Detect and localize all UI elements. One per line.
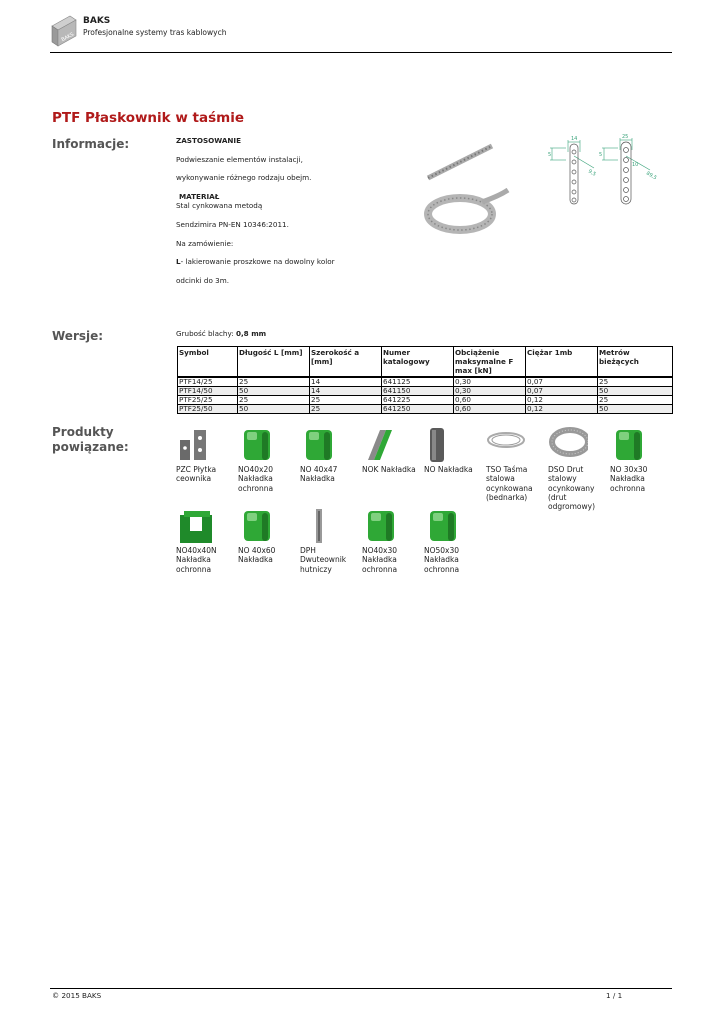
table-header-row (178, 347, 673, 378)
table-cell: 641225 (382, 396, 454, 405)
header-divider (50, 52, 672, 53)
corner-cap-icon[interactable] (362, 426, 402, 462)
versions-heading: Wersje: (52, 329, 104, 343)
info-heading: Informacje: (52, 137, 130, 151)
table-cell: PTF14/25 (178, 377, 238, 387)
related-product[interactable] (300, 426, 358, 484)
col-symbol: Symbol (178, 347, 238, 378)
thickness-label: Grubość blachy: (176, 329, 234, 338)
related-heading-line: powiązane: (52, 440, 129, 454)
table-cell: 50 (598, 387, 673, 396)
related-product-label[interactable]: NO40x40N Nakładka ochronna (176, 546, 217, 574)
table-cell: PTF14/50 (178, 387, 238, 396)
option-code: L (176, 257, 181, 267)
table-cell: 25 (598, 377, 673, 387)
table-cell: 0,07 (526, 387, 598, 396)
related-product-label[interactable]: NO Nakładka (424, 465, 473, 475)
table-cell: 0,07 (526, 377, 598, 387)
table-cell: 50 (238, 387, 310, 396)
baks-logo (50, 14, 78, 48)
table-cell: 25 (310, 405, 382, 414)
strap-piece-image (428, 146, 492, 178)
footer-divider (50, 988, 672, 989)
usage-line: wykonywanie różnego rodzaju obejm. (176, 173, 312, 183)
related-product-label[interactable]: DSO Drut stalowy ocynkowany (drut odgromowy) (548, 465, 596, 512)
technical-drawing (546, 132, 672, 208)
dim-pitch2-right: 89,5 (645, 170, 658, 182)
table-cell: 25 (310, 396, 382, 405)
table-cell: 25 (238, 377, 310, 387)
tape-coil-icon[interactable] (486, 426, 526, 462)
related-product[interactable] (300, 507, 358, 574)
col-catalog-number: Numer katalogowy (382, 347, 454, 378)
option-line (176, 257, 406, 266)
thickness-line (176, 329, 266, 338)
table-cell: 0,12 (526, 405, 598, 414)
table-cell: PTF25/25 (178, 396, 238, 405)
related-product[interactable] (486, 426, 544, 502)
material-line: Stal cynkowana metodą (176, 201, 263, 211)
table-cell: 25 (238, 396, 310, 405)
order-line: Na zamówienie: (176, 238, 234, 248)
table-cell: 0,60 (454, 396, 526, 405)
table-cell: 25 (598, 396, 673, 405)
sections-line: odcinki do 3m. (176, 276, 230, 286)
dim-pitch-right: 10 (632, 162, 639, 168)
related-product[interactable] (548, 426, 606, 511)
related-product-label[interactable]: NO50x30 Nakładka ochronna (424, 546, 460, 574)
wire-coil-icon[interactable] (548, 426, 588, 462)
table-cell: 0,12 (526, 396, 598, 405)
page-title: PTF Płaskownik w taśmie (52, 110, 244, 126)
related-product[interactable] (238, 426, 296, 493)
product-photo (424, 138, 534, 236)
green-cap-icon[interactable] (362, 507, 402, 543)
green-u-cap-icon[interactable] (176, 507, 216, 543)
related-product-label[interactable]: DPH Dwuteownik hutniczy (300, 546, 347, 574)
brand-name: BAKS (83, 16, 111, 26)
green-cap-icon[interactable] (238, 507, 278, 543)
col-weight: Ciężar 1mb (526, 347, 598, 378)
related-product[interactable] (424, 507, 482, 574)
dim-hole-right: 5 (599, 152, 603, 158)
green-cap-icon[interactable] (300, 426, 340, 462)
table-cell: 0,30 (454, 377, 526, 387)
related-product-label[interactable]: NO 40x47 Nakładka (300, 465, 338, 484)
table-cell: PTF25/50 (178, 405, 238, 414)
table-cell: 641125 (382, 377, 454, 387)
material-line: Sendzimira PN-EN 10346:2011. (176, 220, 289, 230)
table-cell: 14 (310, 377, 382, 387)
usage-line: Podwieszanie elementów instalacji, (176, 154, 303, 164)
dim-width-left: 14 (571, 136, 578, 142)
related-product[interactable] (424, 426, 482, 474)
related-product[interactable] (362, 507, 420, 574)
footer-copyright: © 2015 BAKS (52, 991, 102, 1000)
green-cap-icon[interactable] (424, 507, 464, 543)
related-product-label[interactable]: PZC Płytka ceownika (176, 465, 217, 484)
related-product-label[interactable]: TSO Taśma stalowa ocynkowana (bednarka) (486, 465, 533, 502)
green-cap-icon[interactable] (238, 426, 278, 462)
table-cell: 641250 (382, 405, 454, 414)
dim-pitch-left: 9,5 (587, 168, 597, 178)
dark-cap-icon[interactable] (424, 426, 464, 462)
thickness-value: 0,8 mm (235, 329, 267, 338)
related-product[interactable] (176, 426, 234, 484)
related-heading-line: Produkty (52, 425, 114, 439)
col-meters: Metrów bieżących (598, 347, 673, 378)
versions-table (177, 346, 673, 414)
i-beam-icon[interactable] (300, 507, 340, 543)
related-product[interactable] (238, 507, 296, 565)
related-product[interactable] (610, 426, 668, 493)
related-product[interactable] (362, 426, 420, 474)
green-cap-icon[interactable] (610, 426, 650, 462)
col-max-load: Obciążenie maksymalne F max [kN] (454, 347, 526, 378)
strap-coil-image (428, 190, 508, 230)
related-product-label[interactable]: NO40x30 Nakładka ochronna (362, 546, 398, 574)
svg-text:BAKS: BAKS (60, 31, 76, 44)
dim-hole-left: 5 (548, 152, 552, 158)
table-cell: 50 (238, 405, 310, 414)
col-length: Długość L [mm] (238, 347, 310, 378)
option-text: - lakierowanie proszkowe na dowolny kolor (180, 257, 335, 267)
table-cell: 50 (598, 405, 673, 414)
table-cell: 0,60 (454, 405, 526, 414)
col-width: Szerokość a [mm] (310, 347, 382, 378)
related-product-label[interactable]: NO 30x30 Nakładka ochronna (610, 465, 648, 493)
info-body (176, 136, 406, 285)
usage-heading: ZASTOSOWANIE (176, 136, 242, 145)
table-cell: 0,30 (454, 387, 526, 396)
related-product-label[interactable]: NO40x20 Nakładka ochronna (238, 465, 274, 493)
related-product-label[interactable]: NO 40x60 Nakładka (238, 546, 276, 565)
material-heading: MATERIAŁ (179, 192, 220, 202)
plate-icon[interactable] (176, 426, 216, 462)
related-product[interactable] (176, 507, 234, 574)
brand-tagline: Profesjonalne systemy tras kablowych (83, 28, 227, 37)
table-row (178, 405, 673, 414)
page-number: 1 / 1 (606, 991, 623, 1000)
related-heading (52, 425, 129, 455)
related-product-label[interactable]: NOK Nakładka (362, 465, 416, 475)
dim-width-right: 25 (622, 134, 629, 140)
table-cell: 14 (310, 387, 382, 396)
table-cell: 641150 (382, 387, 454, 396)
